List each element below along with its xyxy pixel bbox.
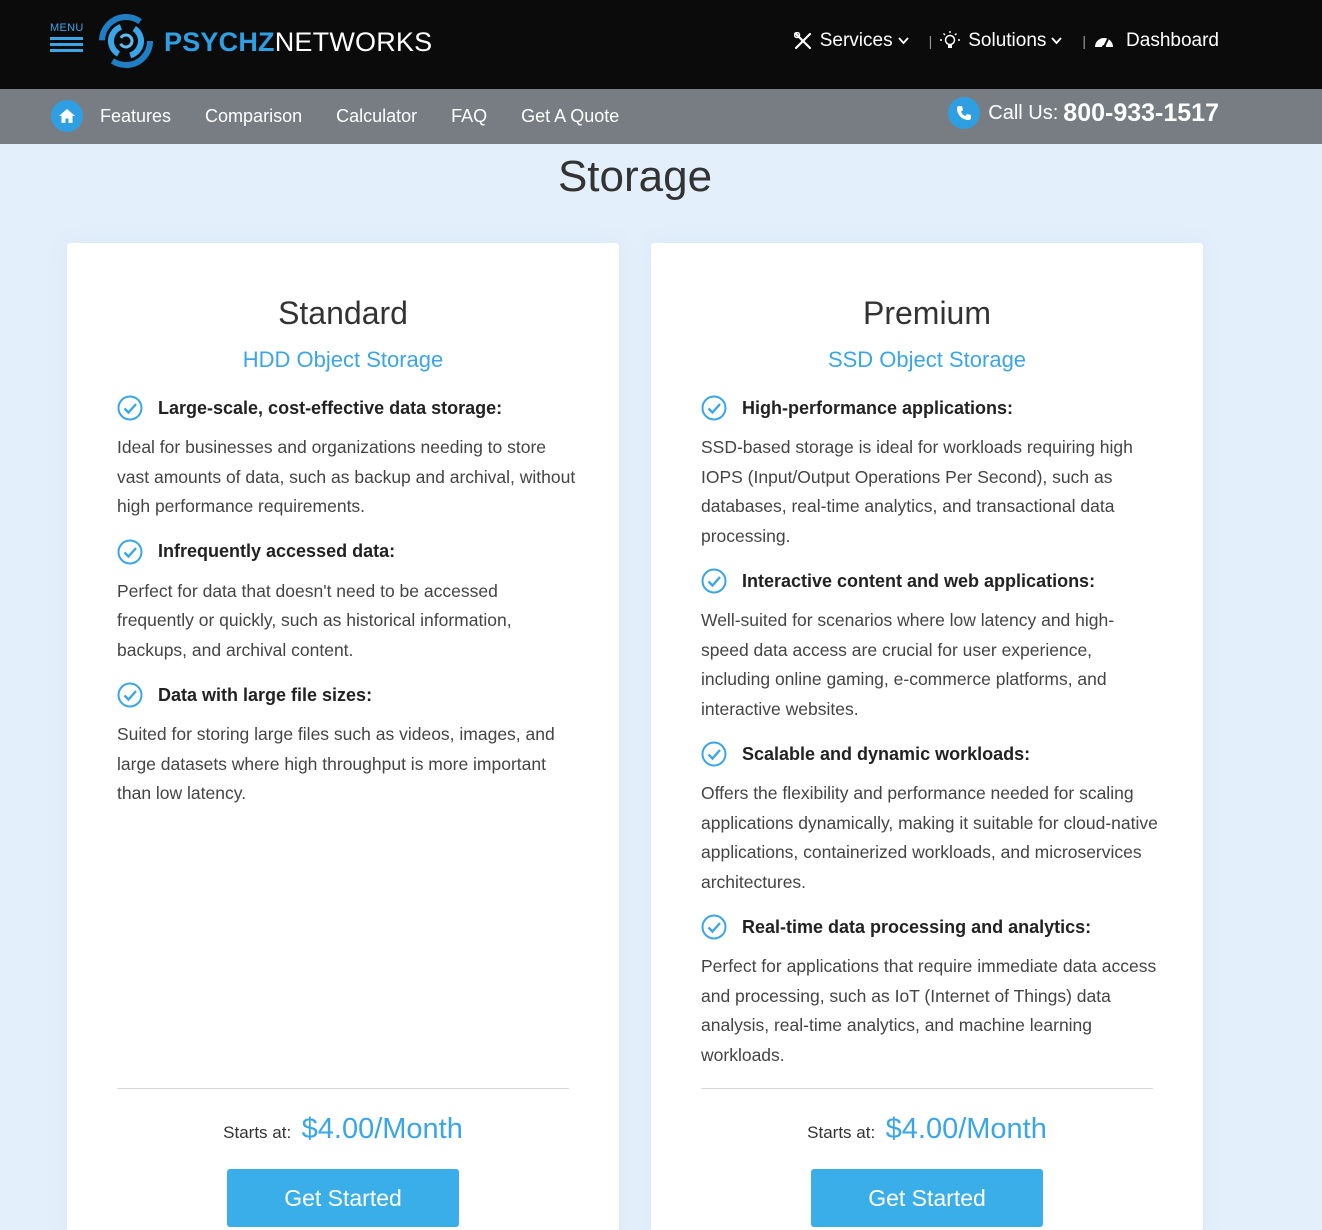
price-label: Starts at: bbox=[807, 1123, 876, 1142]
check-circle-icon bbox=[117, 395, 143, 421]
nav-solutions[interactable] bbox=[940, 30, 1070, 52]
check-circle-icon bbox=[701, 741, 727, 767]
plan-subtitle: SSD Object Storage bbox=[827, 347, 1027, 372]
top-navigation bbox=[794, 28, 1219, 54]
check-circle-icon bbox=[117, 539, 143, 565]
price-label: Starts at: bbox=[223, 1123, 292, 1142]
subnav-comparison[interactable]: Comparison bbox=[205, 106, 303, 126]
plan-card-standard bbox=[67, 243, 619, 1230]
call-us bbox=[948, 97, 1219, 129]
check-circle-icon bbox=[701, 914, 727, 940]
get-started-button[interactable]: Get Started bbox=[227, 1169, 459, 1227]
feature-title: Interactive content and web applications: bbox=[742, 570, 1096, 591]
price-row bbox=[67, 1113, 619, 1146]
feature-title: Large-scale, cost-effective data storage: bbox=[158, 397, 503, 418]
tools-icon bbox=[794, 32, 812, 50]
phone-icon bbox=[948, 97, 980, 129]
feature-description: Perfect for applications that require immediate data access and processing, such as IoT (Internet of Things) data analysis, real-time analytics, and machine learning workloads. bbox=[701, 956, 1157, 1065]
check-circle-icon bbox=[701, 395, 727, 421]
menu-button[interactable] bbox=[50, 22, 84, 60]
plan-card-premium bbox=[651, 243, 1203, 1230]
logo-strong-text: PSYCHZ bbox=[164, 27, 275, 57]
check-circle-icon bbox=[701, 568, 727, 594]
page-title: Storage bbox=[557, 152, 713, 201]
subnav-features[interactable]: Features bbox=[100, 106, 172, 126]
nav-dashboard-label: Dashboard bbox=[1126, 30, 1219, 51]
logo-swirl-icon[interactable] bbox=[98, 13, 154, 69]
get-started-button[interactable]: Get Started bbox=[811, 1169, 1043, 1227]
feature-list bbox=[117, 395, 577, 826]
home-button[interactable] bbox=[51, 100, 83, 132]
nav-separator: | bbox=[928, 33, 933, 49]
nav-dashboard[interactable] bbox=[1094, 30, 1219, 52]
subnav-links bbox=[100, 106, 653, 127]
subnav-faq[interactable]: FAQ bbox=[451, 106, 488, 126]
nav-solutions-label: Solutions bbox=[968, 30, 1047, 51]
call-us-label: Call Us: bbox=[988, 101, 1059, 124]
plan-name: Standard bbox=[278, 295, 408, 331]
chevron-down-icon bbox=[898, 37, 909, 45]
feature-list bbox=[701, 395, 1161, 1087]
menu-label: MENU bbox=[50, 22, 84, 34]
nav-services-label: Services bbox=[819, 30, 893, 51]
feature-title: Infrequently accessed data: bbox=[158, 541, 396, 561]
feature-title: Scalable and dynamic workloads: bbox=[742, 743, 1031, 764]
feature-description: Offers the flexibility and performance needed for scaling applications dynamically, making it suitable for cloud-native applications, containerized workloads, and microservices architectures. bbox=[701, 783, 1158, 892]
feature-description: Suited for storing large files such as videos, images, and large datasets where high throughput is more important than low latency. bbox=[117, 724, 555, 803]
nav-services[interactable] bbox=[794, 30, 917, 52]
subnav-get-a-quote[interactable]: Get A Quote bbox=[521, 106, 620, 126]
feature-description: SSD-based storage is ideal for workloads requiring high IOPS (Input/Output Operations Per Second), such as databases, real-time analytics, and transactional data processing. bbox=[701, 437, 1133, 546]
feature-item bbox=[701, 914, 1161, 1070]
feature-item bbox=[117, 539, 577, 666]
logo-light-text: NETWORKS bbox=[274, 27, 433, 57]
divider bbox=[117, 1088, 569, 1089]
subnav-calculator[interactable]: Calculator bbox=[336, 106, 418, 126]
hamburger-icon bbox=[50, 37, 83, 40]
plan-subtitle: HDD Object Storage bbox=[242, 347, 444, 372]
price-value: $4.00/Month bbox=[885, 1113, 1047, 1145]
feature-item bbox=[701, 741, 1161, 897]
feature-item bbox=[117, 395, 577, 522]
divider bbox=[701, 1088, 1153, 1089]
feature-title: High-performance applications: bbox=[742, 397, 1014, 418]
feature-description: Ideal for businesses and organizations needing to store vast amounts of data, such as backup and archival, without high performance requirements. bbox=[117, 437, 576, 516]
lightbulb-icon bbox=[940, 31, 960, 51]
chevron-down-icon bbox=[1051, 37, 1062, 45]
home-icon bbox=[58, 108, 76, 124]
nav-separator: | bbox=[1082, 33, 1087, 49]
top-header bbox=[0, 0, 1322, 89]
secondary-navbar bbox=[0, 89, 1322, 144]
feature-item bbox=[701, 568, 1161, 724]
logo-wordmark[interactable] bbox=[164, 27, 432, 57]
feature-item bbox=[701, 395, 1161, 551]
price-row bbox=[651, 1113, 1203, 1146]
feature-description: Well-suited for scenarios where low latency and high-speed data access are crucial for user experience, including online gaming, e-commerce platforms, and interactive websites. bbox=[701, 610, 1115, 719]
dashboard-gauge-icon bbox=[1094, 33, 1114, 49]
plan-name: Premium bbox=[862, 295, 991, 331]
check-circle-icon bbox=[117, 682, 143, 708]
phone-number-link[interactable]: 800-933-1517 bbox=[1063, 98, 1219, 127]
price-value: $4.00/Month bbox=[301, 1113, 463, 1145]
feature-title: Real-time data processing and analytics: bbox=[742, 916, 1092, 937]
feature-title: Data with large file sizes: bbox=[158, 684, 373, 705]
feature-item bbox=[117, 682, 577, 809]
feature-description: Perfect for data that doesn't need to be accessed frequently or quickly, such as historical information, backups, and archival content. bbox=[117, 580, 512, 660]
